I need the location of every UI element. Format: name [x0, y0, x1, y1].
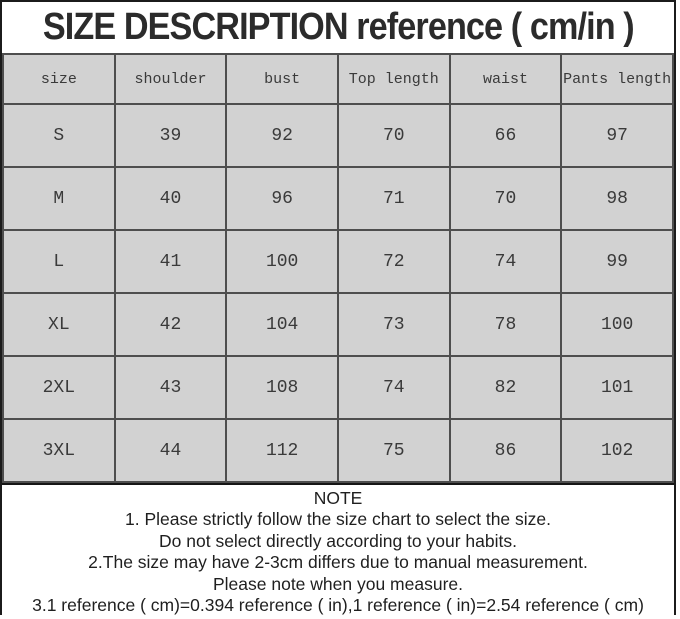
table-row-l	[3, 230, 673, 293]
column-header-waist: waist	[450, 54, 562, 104]
table-row-2xl	[3, 356, 673, 419]
waist-value: 66	[450, 104, 562, 167]
table-row-s	[3, 104, 673, 167]
table-row-xl	[3, 293, 673, 356]
size-label: L	[3, 230, 115, 293]
pants-length-value: 97	[561, 104, 673, 167]
shoulder-value: 42	[115, 293, 227, 356]
size-table-body	[3, 104, 673, 482]
waist-value: 74	[450, 230, 562, 293]
note-heading: NOTE	[313, 488, 363, 508]
top-length-value: 72	[338, 230, 450, 293]
page-title: SIZE DESCRIPTION reference ( cm/in )	[42, 6, 634, 48]
bust-value: 96	[226, 167, 338, 230]
note-line-5: 3.1 reference ( cm)=0.394 reference ( in),1 reference ( in)=2.54 reference ( cm)	[32, 595, 644, 615]
bust-value: 104	[226, 293, 338, 356]
bust-value: 92	[226, 104, 338, 167]
size-label: M	[3, 167, 115, 230]
table-row-m	[3, 167, 673, 230]
column-header-shoulder: shoulder	[115, 54, 227, 104]
size-label: 2XL	[3, 356, 115, 419]
waist-value: 78	[450, 293, 562, 356]
top-length-value: 70	[338, 104, 450, 167]
shoulder-value: 44	[115, 419, 227, 482]
bust-value: 108	[226, 356, 338, 419]
size-label: S	[3, 104, 115, 167]
pants-length-value: 101	[561, 356, 673, 419]
size-table	[2, 53, 674, 483]
shoulder-value: 41	[115, 230, 227, 293]
shoulder-value: 39	[115, 104, 227, 167]
bust-value: 112	[226, 419, 338, 482]
column-header-top-length: Top length	[338, 54, 450, 104]
pants-length-value: 98	[561, 167, 673, 230]
size-table-header	[3, 54, 673, 104]
note-section	[2, 483, 674, 617]
column-header-size: size	[3, 54, 115, 104]
pants-length-value: 99	[561, 230, 673, 293]
pants-length-value: 100	[561, 293, 673, 356]
column-header-bust: bust	[226, 54, 338, 104]
size-label: XL	[3, 293, 115, 356]
pants-length-value: 102	[561, 419, 673, 482]
note-line-3: 2.The size may have 2-3cm differs due to manual measurement.	[88, 552, 588, 572]
top-length-value: 71	[338, 167, 450, 230]
waist-value: 86	[450, 419, 562, 482]
top-length-value: 73	[338, 293, 450, 356]
column-header-pants-length: Pants length	[561, 54, 673, 104]
header-row	[3, 54, 673, 104]
top-length-value: 75	[338, 419, 450, 482]
note-line-2: Do not select directly according to your habits.	[159, 530, 517, 551]
title-band	[2, 2, 674, 53]
table-row-3xl	[3, 419, 673, 482]
top-length-value: 74	[338, 356, 450, 419]
size-label: 3XL	[3, 419, 115, 482]
shoulder-value: 43	[115, 356, 227, 419]
bust-value: 100	[226, 230, 338, 293]
shoulder-value: 40	[115, 167, 227, 230]
waist-value: 70	[450, 167, 562, 230]
waist-value: 82	[450, 356, 562, 419]
note-line-1: 1. Please strictly follow the size chart to select the size.	[124, 509, 551, 529]
note-line-4: Please note when you measure.	[212, 573, 464, 594]
